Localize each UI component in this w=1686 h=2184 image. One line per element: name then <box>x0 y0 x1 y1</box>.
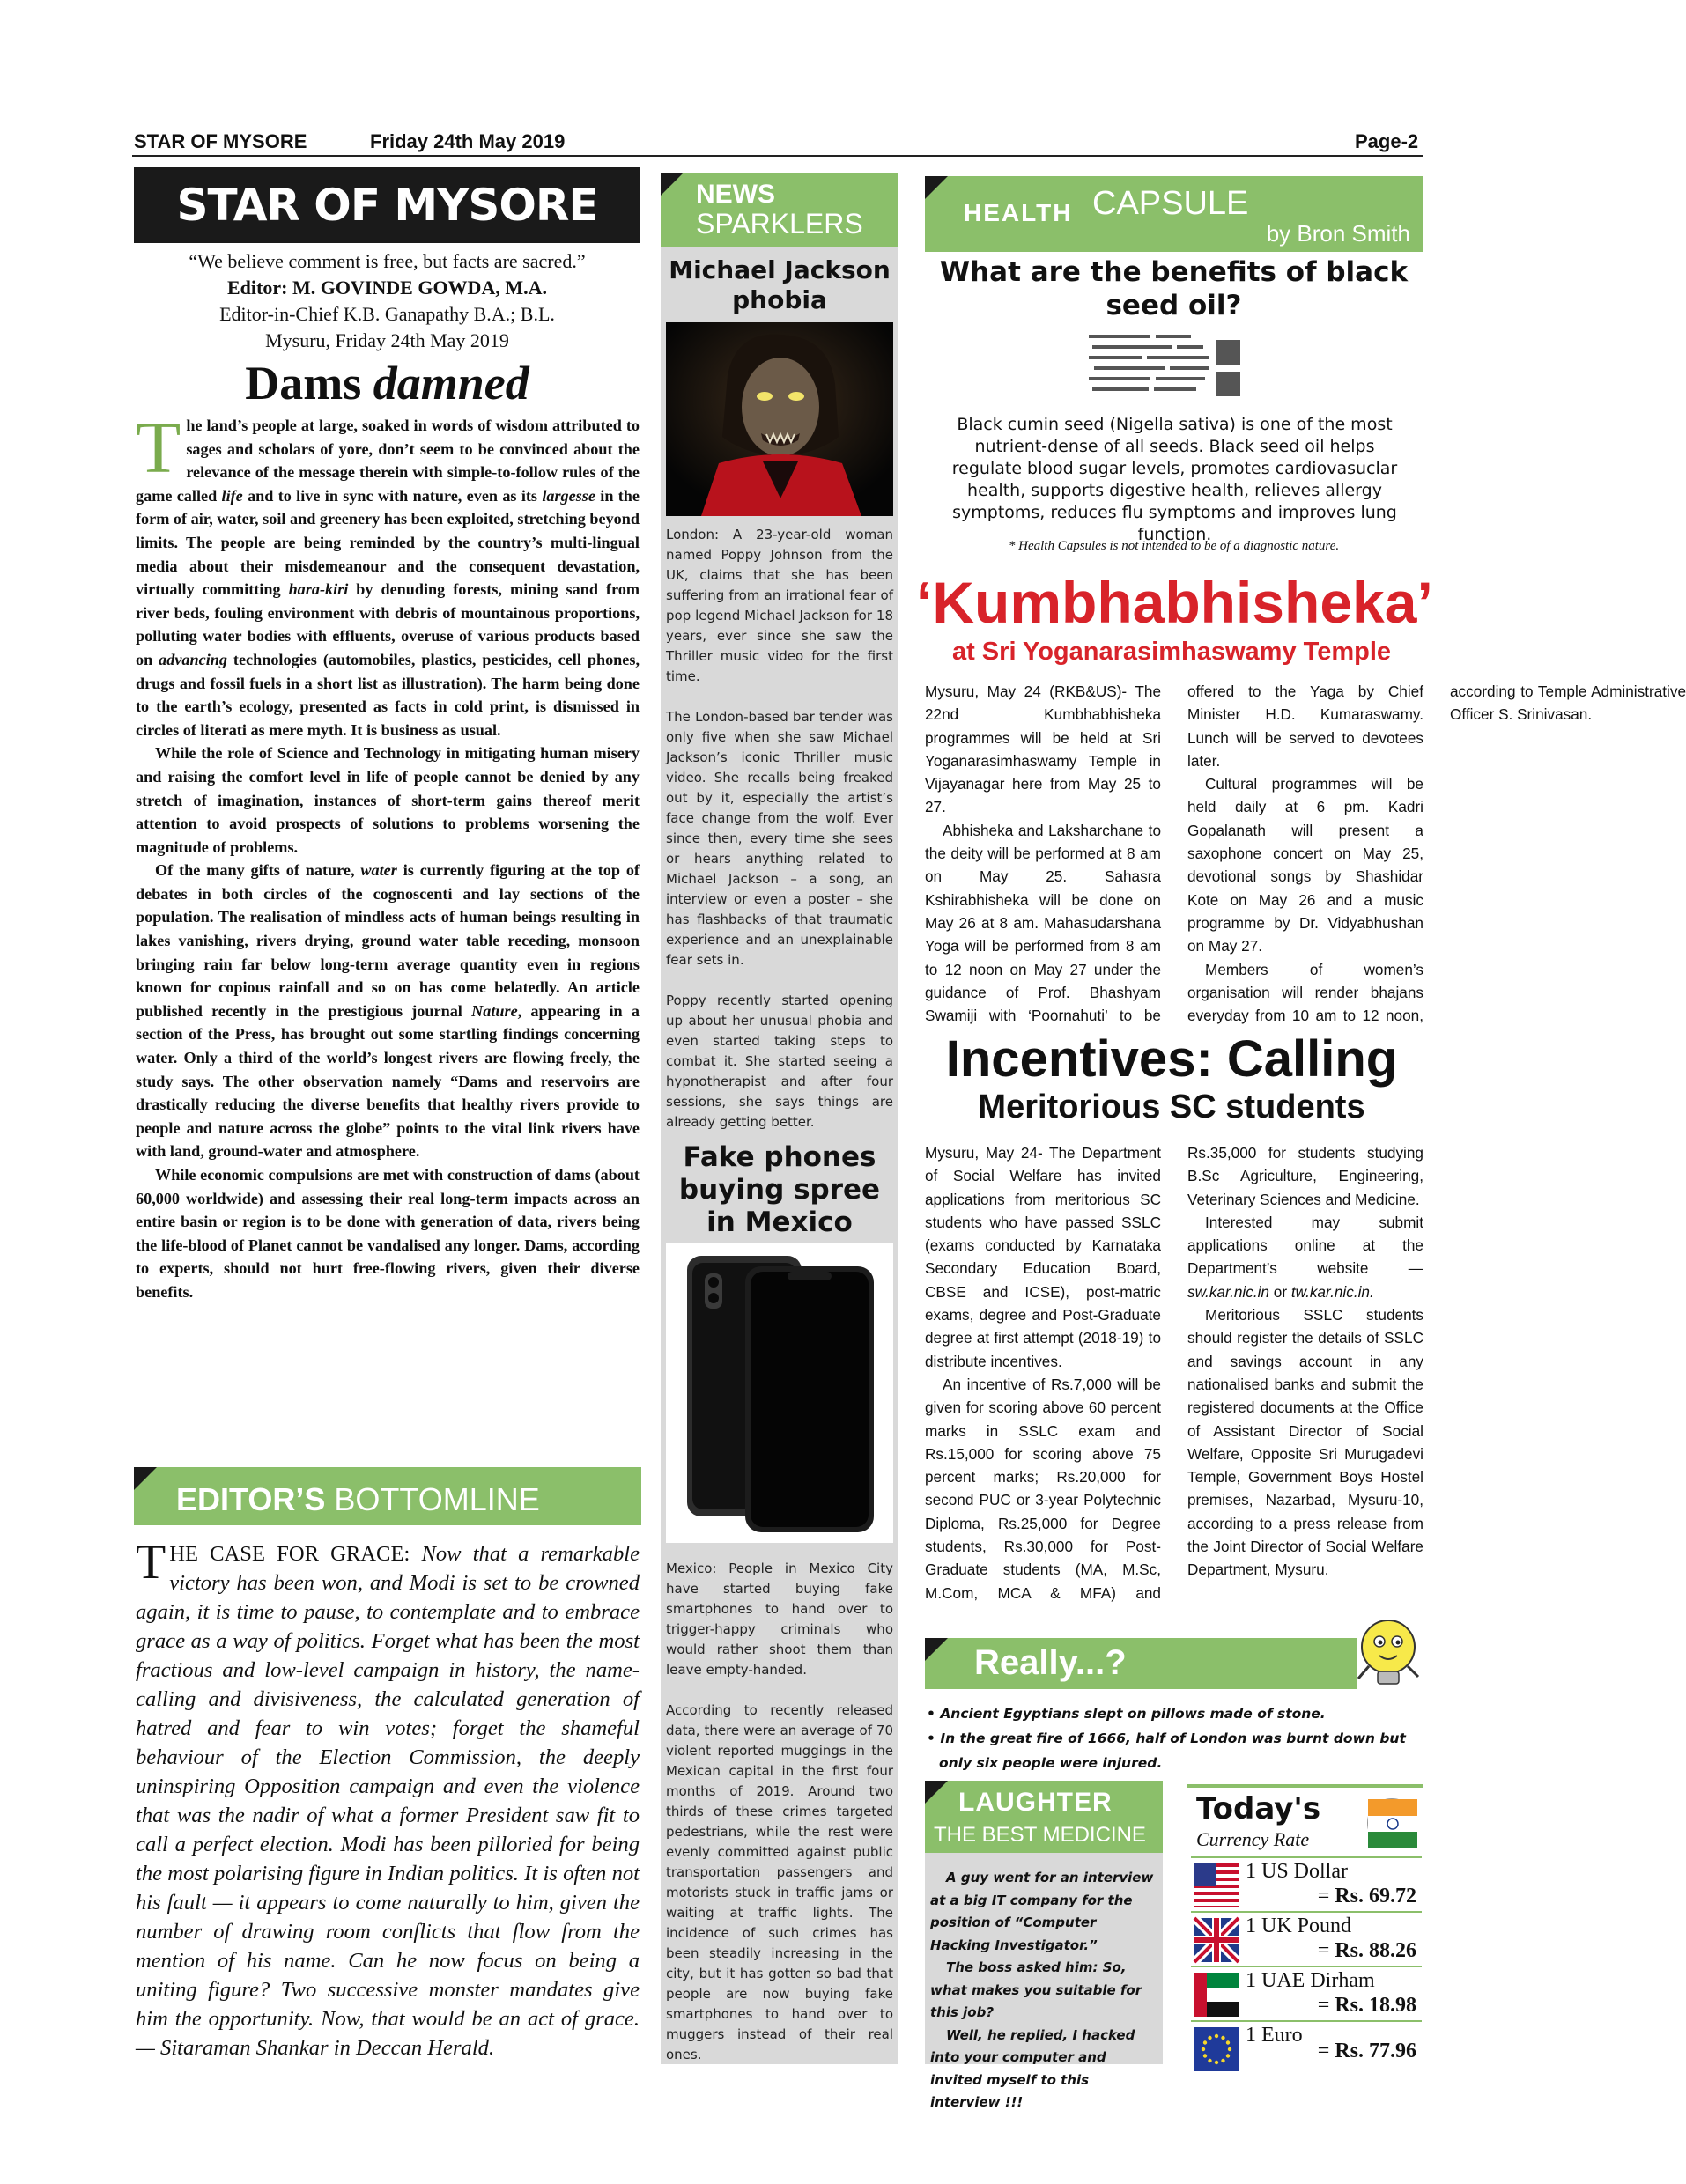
editorial-headline: Dams damned <box>245 357 529 410</box>
eu-flag-icon <box>1194 2027 1239 2071</box>
running-head-date: Friday 24th May 2019 <box>370 130 566 152</box>
incentives-subhead: Meritorious SC students <box>978 1088 1365 1125</box>
really-banner: Really...? <box>925 1638 1357 1689</box>
masthead-editor: Editor: M. GOVINDE GOWDA, M.A. <box>227 277 547 299</box>
masthead-logo: STAR OF MYSORE <box>134 167 640 243</box>
kumbhabhisheka-subhead: at Sri Yoganarasimhaswamy Temple <box>951 638 1392 666</box>
corner-mark-icon <box>925 1781 948 1804</box>
qr-code-icon <box>1085 331 1244 405</box>
corner-mark-icon <box>925 1638 948 1661</box>
header-rule <box>132 155 1423 157</box>
bottomline-banner: EDITOR’S BOTTOMLINE <box>134 1467 641 1525</box>
list-item: • In the great fire of 1666, half of London was burnt down but only six people were injured. <box>927 1730 1406 1771</box>
laughter-banner: LAUGHTER THE BEST MEDICINE <box>925 1781 1163 1853</box>
michael-jackson-photo <box>666 322 893 516</box>
laughter-joke: A guy went for an interview at a big IT company for the position of “Computer Hacking Investigator.” The boss asked him: So, what makes you suitable for this job? Well, he replied, I hacked into your computer and invited myself to this interview !!! <box>930 1870 1154 2110</box>
masthead-editor-in-chief: Editor-in-Chief K.B. Ganapathy B.A.; B.L. <box>219 303 555 325</box>
really-facts-list <box>927 1701 1424 1775</box>
story-title-michael-jackson: Michael Jackson phobia <box>669 255 891 314</box>
lightbulb-mascot-icon <box>1350 1613 1429 1698</box>
india-flag-icon <box>1367 1798 1416 1848</box>
news-sparklers-banner: NEWS SPARKLERS <box>661 173 898 247</box>
incentives-body: Mysuru, May 24- The Department of Social Welfare has invited applications from meritorious SC students who have passed SSLC (exams conducted by Karnataka Secondary Education Board, CBSE and ICSE), post-matric exams, degree and Post-Graduate degree at first attempt (2018-19) to distribute incentives. An incentive of Rs.7,000 will be given for scoring above 60 percent marks in SSLC exam and Rs.15,000 for scoring above 75 percent marks; Rs.20,000 for second PUC or 3-year Polytechnic Diploma, Rs.25,000 for Degree students, Rs.30,000 for Post-Graduate students (MA, M.Sc, M.Com, MCA & MFA) and Rs.35,000 for students studying B.Sc Agriculture, Engineering, Veterinary Sciences and Medicine. Interested may submit applications online at the Department’s website — sw.kar.nic.in or tw.kar.nic.in. Meritorious SSLC students should register the details of SSLC and savings account in any nationalised banks and submit the registered documents at the Office of Assistant Director of Social Welfare, Opposite Sri Murugadevi Temple, Government Boys Hostel premises, Nazarbad, Mysuru-10, according to a press release from the Joint Director of Social Welfare Department, Mysuru. <box>925 1144 1423 1602</box>
us-flag-icon <box>1194 1863 1239 1907</box>
currency-row-eur: 1 Euro = Rs. 77.96 <box>1191 2020 1422 2061</box>
currency-row-usd: 1 US Dollar = Rs. 69.72 <box>1191 1856 1422 1911</box>
currency-row-gbp: 1 UK Pound = Rs. 88.26 <box>1191 1911 1422 1966</box>
health-capsule-banner: HEALTH CAPSULE by Bron Smith <box>925 176 1423 252</box>
corner-mark-icon <box>134 1467 157 1490</box>
masthead-motto: “We believe comment is free, but facts are sacred.” <box>189 250 586 272</box>
kumbhabhisheka-headline: ‘Kumbhabhisheka’ <box>916 570 1433 635</box>
uk-flag-icon <box>1194 1918 1239 1962</box>
health-capsule-title: What are the benefits of black seed oil? <box>939 256 1409 321</box>
list-item: • Ancient Egyptians slept on pillows made of stone. <box>927 1706 1326 1722</box>
health-capsule-body: Black cumin seed (Nigella sativa) is one of the most nutrient-dense of all seeds. Black seed oil helps regulate blood sugar levels, promotes cardiovasuclar health, supports digestive health, relieves allergy symptoms, reduces flu symptoms and improves lung function. <box>951 415 1398 544</box>
incentives-headline: Incentives: Calling <box>945 1030 1398 1088</box>
corner-mark-icon <box>925 176 948 199</box>
health-capsule-note: * Health Capsules is not intended to be of a diagnostic nature. <box>1008 539 1340 553</box>
currency-title: Today's <box>1196 1791 1321 1826</box>
corner-mark-icon <box>661 173 684 196</box>
bottomline-body: THE CASE FOR GRACE: Now that a remarkable victory has been won, and Modi is set to be crowned again, it is time to pause, to contemplate and to embrace grace as a way of politics. Forget what has been the most fractious and low-level campaign in history, the name-calling and divisiveness, the calculated generation of hatred and fear to win votes; forget the shameful behaviour of the Election Commission, the deeply uninspiring Opposition campaign and even the violence that was the nadir of what a former President saw fit to call a perfect election. Modi has been pilloried for being the most polarising figure in Indian politics. It is often not his fault — it appears to come naturally to him, given the number of drawing room conflicts that flow from the mention of his name. Can he now focus on being a uniting figure? Two successive monster mandates give him the opportunity. Now, that would be an act of grace. — Sitaraman Shankar in Deccan Herald. <box>136 1535 640 2060</box>
currency-subtitle: Currency Rate <box>1196 1828 1310 1850</box>
kumbhabhisheka-body: Mysuru, May 24 (RKB&US)- The 22nd Kumbhabhisheka programmes will be held at Sri Yoganarasimhaswamy Temple in Vijayanagar here from May 25 to 27. Abhisheka and Laksharchane to the deity will be performed at 8 am on May 25. Sahasra Kshirabhisheka will be done on May 26 at 8 am. Mahasudarshana Yoga will be performed from 8 am to 12 noon on May 27 under the guidance of Prof. Bhashyam Swamiji with ‘Poornahuti’ to be offered to the Yaga by Chief Minister H.D. Kumaraswamy. Lunch will be served to devotees later. Cultural programmes will be held daily at 6 pm. Kadri Gopalanath will present a saxophone concert on May 25, devotional songs by Shashidar Kote on May 26 and a music programme by Dr. Vidyabhushan on May 27. Members of women’s organisation will render bhajans everyday from 10 am to 12 noon, according to Temple Administrative Officer S. Srinivasan. <box>925 682 1686 1025</box>
story-body-fake-phones: Mexico: People in Mexico City have started buying fake smartphones to hand over to trigger-happy criminals who would rather shoot them than leave empty-handed. According to recently released data, there were an average of 70 violent reported muggings in the Mexican capital in the first four months of 2019. Around two thirds of these crimes targeted pedestrians, while the rest were evenly committed against public transportation passengers and motorists stuck in traffic jams or waiting at traffic lights. The incidence of such crimes has been steadily increasing in the city, but it has gotten so bad that people are now buying fake smartphones to hand over to muggers instead of their real ones. <box>666 1561 893 2062</box>
running-head-page: Page-2 <box>1355 130 1419 152</box>
story-title-fake-phones: Fake phones buying spree in Mexico <box>678 1141 881 1238</box>
editorial-body: The land’s people at large, soaked in words of wisdom attributed to sages and scholars of yore, don’t seem to be convinced about the relevance of the message therein with simple-to-follow rules of the game called life and to live in sync with nature, even as its largesse in the form of air, water, soil and greenery has been exploited, stretching beyond limits. The people are being reminded by the country’s multi-lingual media about their misdemeanour and the consequent devastation, virtually committing hara-kiri by denuding forests, mining sand from river beds, fouling environment with debris of mountainous proportions, polluting water bodies with effluents, overuse of various products based on advancing technologies (automobiles, plastics, pesticides, cell phones, drugs and fossil fuels in a short list as illustration). The harm being done to the earth’s ecology, presented as facts in cold print, is dismissed in circles of literati as mere myth. It is business as usual. While the role of Science and Technology in mitigating human misery and raising the comfort level in life of people cannot be denied by any stretch of imagination, instances of short-term gains thereof merit attention to avoid prospects of solutions to problems worsening the magnitude of problems. Of the many gifts of nature, water is currently figuring at the top of debates in both circles of the cognoscenti and lay sections of the population. The realisation of mindless acts of human beings resulting in lakes vanishing, rivers drying, ground water table receding, monsoon bringing rain far below long-term average quantity even in regions known for copious rainfall and so on has come belatedly. An article published recently in the prestigious journal Nature, appearing in a section of the Press, has brought out some startling findings concerning water. Only a third of the world’s longest rivers are flowing freely, the study says. The other observation namely “Dams and reservoirs are drastically reducing the diverse benefits that healthy rivers provide to people and nature across the globe” points to the vital link rivers have with land, ground-water and atmosphere. While economic compulsions are met with construction of dams (about 60,000 worldwide) and assessing their real long-term impacts across an entire basin or region is to be done with generation of data, rivers being the life-blood of Planet cannot be vandalised any longer. Dams, according to experts, should not hurt free-flowing rivers, given their diverse benefits. <box>136 407 640 1301</box>
masthead-dateline: Mysuru, Friday 24th May 2019 <box>265 329 509 351</box>
uae-flag-icon <box>1194 1973 1239 2017</box>
smartphone-photo <box>666 1243 893 1543</box>
story-body-michael-jackson: London: A 23-year-old woman named Poppy Johnson from the UK, claims that she has been suffering from an irrational fear of pop legend Michael Jackson for 18 years, ever since she saw the Thriller music video for the first time. The London-based bar tender was only five when she saw Michael Jackson’s iconic Thriller music video. She recalls being freaked out by it, especially the artist’s face change from the wolf. Ever since then, every time she sees or hears anything related to Michael Jackson – a song, an interview or even a poster – she has flashbacks of that traumatic experience and an unexplainable fear sets in. Poppy recently started opening up about her unusual phobia and even started taking steps to combat it. She started seeing a hypnotherapist and after four sessions, she says things are already getting better. <box>666 527 893 1130</box>
running-head-paper: STAR OF MYSORE <box>134 130 307 152</box>
editorial-dropcap: T <box>136 407 181 489</box>
currency-row-aed: 1 UAE Dirham = Rs. 18.98 <box>1191 1966 1422 2020</box>
